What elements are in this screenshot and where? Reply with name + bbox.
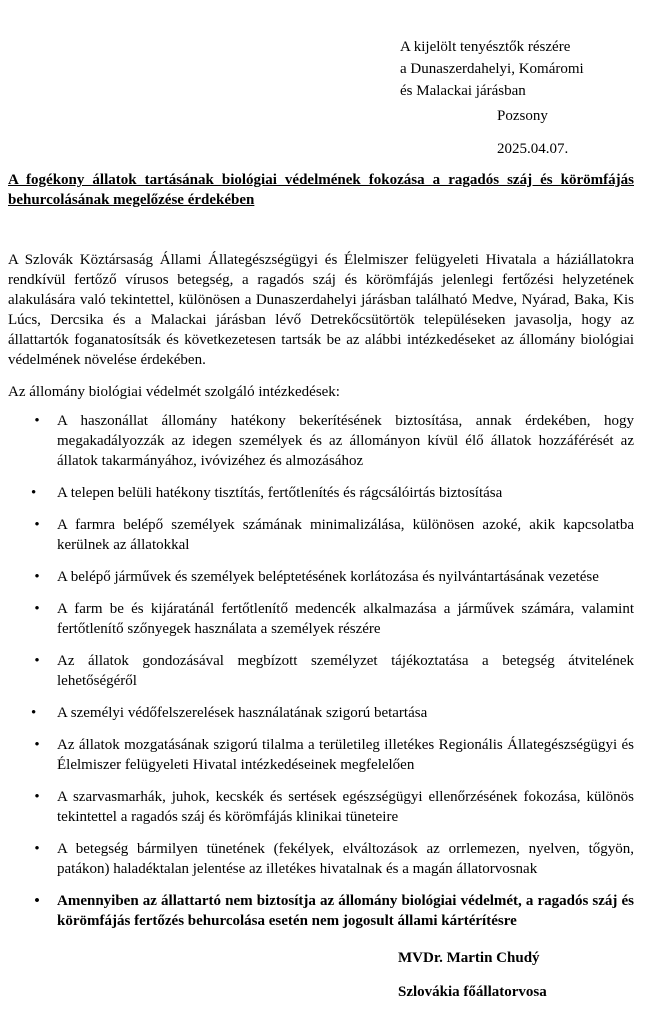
intro-paragraph: A Szlovák Köztársaság Állami Állategészségügyi és Élelmiszer felügyeleti Hivatala a háziállatokra rendkívül fertőző vírusos betegség, a ragadós száj és körömfájás jelenlegi fertőzési helyzetének alakulására való tekintettel, különösen a Dunaszerdahelyi járásban található Medve, Nyárad, Baka, Kis Lúcs, Dercsika és a Malackai járásban lévő Detrekőcsütörtök településeken javasolja, hogy az állattartók foganatosítsák és következetesen tartsák be az alábbi intézkedéseket az állomány biológiai védelmének növelése érdekében. (8, 252, 634, 368)
measure-text: A személyi védőfelszerelések használatának szigorú betartása (57, 705, 428, 721)
date: 2025.04.07. (497, 141, 569, 157)
measure-item-warning (0, 891, 634, 931)
measure-text: Az állatok mozgatásának szigorú tilalma a területileg illetékes Regionális Állategészségügyi és Élelmiszer felügyeleti Hivatal intézkedéseinek megfelelően (57, 737, 634, 773)
document-title: A fogékony állatok tartásának biológiai védelmének fokozása a ragadós száj és körömfájás behurcolásának megelőzése érdekében (8, 172, 634, 208)
recipient-address (400, 36, 584, 102)
place: Pozsony (497, 108, 548, 124)
measure-item (0, 703, 634, 723)
measure-item (0, 599, 634, 639)
signature-title: Szlovákia főállatorvosa (398, 984, 547, 1000)
measure-item (0, 651, 634, 691)
bullet-icon: • (34, 569, 40, 585)
recipient-line: A kijelölt tenyésztők részére (400, 39, 571, 55)
measure-text: Amennyiben az állattartó nem biztosítja az állomány biológiai védelmét, a ragadós száj és körömfájás fertőzés behurcolása esetén nem jogosult állami kártérítésre (57, 893, 634, 929)
bullet-icon: • (34, 601, 40, 617)
measure-text: A betegség bármilyen tünetének (fekélyek, elváltozások az orrlemezen, nyelven, tőgyön, patákon) haladéktalan jelentése az illetékes hivatalnak és a magán állatorvosnak (57, 841, 634, 877)
measures-list (0, 411, 634, 943)
signature-name: MVDr. Martin Chudý (398, 950, 540, 966)
bullet-icon: • (34, 653, 40, 669)
bullet-icon: • (31, 485, 37, 501)
measure-text: A haszonállat állomány hatékony bekerítésének biztosítása, annak érdekében, hogy megakadályozzák az idegen személyek és az állományon kívül élő állatok hozzáférését az állatok takarmányához, ivóvizéhez és almozásához (57, 413, 634, 469)
measure-item (0, 567, 634, 587)
measures-heading: Az állomány biológiai védelmét szolgáló intézkedések: (8, 384, 340, 400)
measure-text: A farm be és kijáratánál fertőtlenítő medencék alkalmazása a járművek számára, valamint fertőtlenítő szőnyegek használata a személyek részére (57, 601, 634, 637)
recipient-line: és Malackai járásban (400, 83, 526, 99)
measure-item (0, 839, 634, 879)
bullet-icon: • (34, 893, 40, 909)
recipient-line: a Dunaszerdahelyi, Komáromi (400, 61, 584, 77)
measure-item (0, 787, 634, 827)
measure-text: Az állatok gondozásával megbízott személyzet tájékoztatása a betegség átvitelének lehetőségéről (57, 653, 634, 689)
bullet-icon: • (34, 737, 40, 753)
measure-item (0, 735, 634, 775)
bullet-icon: • (34, 517, 40, 533)
bullet-icon: • (34, 789, 40, 805)
bullet-icon: • (31, 705, 37, 721)
measure-item (0, 515, 634, 555)
measure-item (0, 411, 634, 471)
measure-item (0, 483, 634, 503)
bullet-icon: • (34, 841, 40, 857)
measure-text: A szarvasmarhák, juhok, kecskék és sertések egészségügyi ellenőrzésének fokozása, különös tekintettel a ragadós száj és körömfájás klinikai tüneteire (57, 789, 634, 825)
measure-text: A belépő járművek és személyek beléptetésének korlátozása és nyilvántartásának vezetése (57, 569, 599, 585)
bullet-icon: • (34, 413, 40, 429)
measure-text: A farmra belépő személyek számának minimalizálása, különösen azoké, akik kapcsolatba kerülnek az állatokkal (57, 517, 634, 553)
measure-text: A telepen belüli hatékony tisztítás, fertőtlenítés és rágcsálóirtás biztosítása (57, 485, 503, 501)
